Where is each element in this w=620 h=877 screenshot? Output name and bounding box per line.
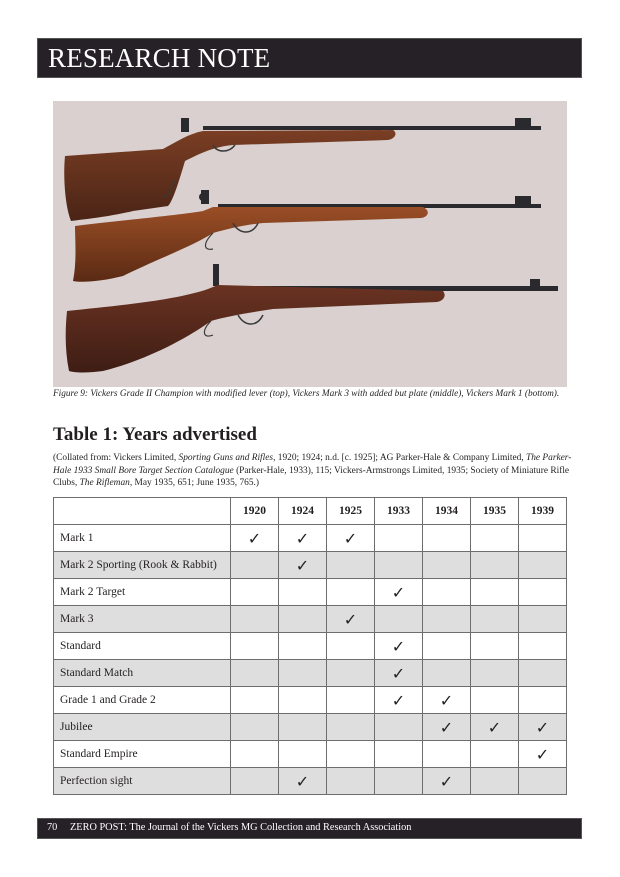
empty-cell: [231, 633, 279, 660]
check-icon: ✓: [279, 525, 327, 552]
empty-cell: [279, 687, 327, 714]
empty-cell: [231, 768, 279, 795]
empty-cell: [471, 606, 519, 633]
empty-cell: [471, 633, 519, 660]
row-label: Mark 2 Sporting (Rook & Rabbit): [54, 552, 231, 579]
empty-cell: [327, 660, 375, 687]
check-icon: ✓: [423, 687, 471, 714]
empty-cell: [423, 741, 471, 768]
empty-cell: [279, 714, 327, 741]
figure-caption: Figure 9: Vickers Grade II Champion with modified lever (top), Vickers Mark 3 with added but plate (middle), Vickers Mark 1 (bottom).: [53, 389, 560, 399]
empty-cell: [231, 687, 279, 714]
empty-cell: [423, 525, 471, 552]
row-label: Jubilee: [54, 714, 231, 741]
empty-cell: [279, 579, 327, 606]
empty-cell: [423, 606, 471, 633]
empty-cell: [519, 660, 567, 687]
check-icon: ✓: [375, 633, 423, 660]
check-icon: ✓: [327, 606, 375, 633]
empty-cell: [519, 552, 567, 579]
row-label: Mark 1: [54, 525, 231, 552]
empty-cell: [231, 714, 279, 741]
empty-cell: [375, 525, 423, 552]
empty-cell: [327, 768, 375, 795]
check-icon: ✓: [375, 660, 423, 687]
table-row: [54, 606, 567, 633]
empty-cell: [471, 552, 519, 579]
note-title-segment: Sporting Guns and Rifles: [178, 453, 274, 463]
footer-bar: [37, 818, 582, 839]
empty-cell: [327, 687, 375, 714]
empty-cell: [279, 633, 327, 660]
page-number: 70: [47, 822, 58, 833]
check-icon: ✓: [519, 714, 567, 741]
check-icon: ✓: [375, 687, 423, 714]
empty-cell: [519, 525, 567, 552]
check-icon: ✓: [279, 768, 327, 795]
table-row: [54, 579, 567, 606]
empty-cell: [423, 633, 471, 660]
empty-cell: [231, 579, 279, 606]
check-icon: ✓: [231, 525, 279, 552]
check-icon: ✓: [423, 768, 471, 795]
check-icon: ✓: [471, 714, 519, 741]
row-label: Mark 2 Target: [54, 579, 231, 606]
empty-cell: [375, 606, 423, 633]
section-title: RESEARCH NOTE: [48, 43, 271, 73]
empty-cell: [375, 741, 423, 768]
rifles-photo: [53, 101, 567, 387]
row-label: Standard Match: [54, 660, 231, 687]
empty-cell: [279, 606, 327, 633]
empty-cell: [519, 768, 567, 795]
empty-cell: [423, 552, 471, 579]
empty-cell: [231, 606, 279, 633]
column-header-1925: 1925: [327, 498, 375, 525]
empty-cell: [423, 579, 471, 606]
check-icon: ✓: [375, 579, 423, 606]
row-label: Mark 3: [54, 606, 231, 633]
column-header-1924: 1924: [279, 498, 327, 525]
check-icon: ✓: [519, 741, 567, 768]
table-header-row: [54, 498, 567, 525]
empty-cell: [375, 768, 423, 795]
table-row: [54, 687, 567, 714]
row-label: Standard Empire: [54, 741, 231, 768]
note-title-segment: The Parker-Hale 1933 Small Bore Target Section Catalogue: [53, 453, 572, 476]
table-source-note: [53, 452, 573, 490]
empty-cell: [519, 579, 567, 606]
check-icon: ✓: [279, 552, 327, 579]
row-label: Perfection sight: [54, 768, 231, 795]
table-row: [54, 741, 567, 768]
journal-title: ZERO POST: The Journal of the Vickers MG Collection and Research Association: [70, 822, 412, 833]
empty-cell: [231, 741, 279, 768]
note-text-segment: , May 1935, 651; June 1935, 765.): [129, 478, 260, 489]
empty-cell: [279, 741, 327, 768]
table-row: [54, 525, 567, 552]
years-advertised-table: [53, 497, 567, 795]
empty-cell: [231, 660, 279, 687]
empty-cell: [471, 525, 519, 552]
empty-cell: [519, 606, 567, 633]
empty-cell: [327, 633, 375, 660]
empty-cell: [471, 741, 519, 768]
empty-cell: [375, 714, 423, 741]
note-text-segment: (Collated from: Vickers Limited,: [53, 453, 179, 463]
empty-cell: [375, 552, 423, 579]
empty-cell: [519, 633, 567, 660]
row-label: Standard: [54, 633, 231, 660]
note-title-segment: The Rifleman: [79, 478, 130, 489]
note-text-segment: (Parker-Hale, 1933), 115; Vickers-Armstrongs Limited, 1935; Society of Miniature Rifle Clubs,: [53, 465, 570, 489]
empty-cell: [471, 660, 519, 687]
note-text-segment: , 1920; 1924; n.d. [c. 1925]; AG Parker-Hale & Company Limited,: [273, 453, 526, 463]
empty-cell: [471, 768, 519, 795]
empty-cell: [327, 741, 375, 768]
column-header-1934: 1934: [423, 498, 471, 525]
header-bar: [37, 38, 582, 78]
header-empty-cell: [54, 498, 231, 525]
check-icon: ✓: [423, 714, 471, 741]
empty-cell: [423, 660, 471, 687]
table-title: Table 1: Years advertised: [53, 424, 257, 445]
table-row: [54, 714, 567, 741]
column-header-1935: 1935: [471, 498, 519, 525]
empty-cell: [231, 552, 279, 579]
empty-cell: [279, 660, 327, 687]
check-icon: ✓: [327, 525, 375, 552]
empty-cell: [471, 687, 519, 714]
column-header-1939: 1939: [519, 498, 567, 525]
table-row: [54, 633, 567, 660]
row-label: Grade 1 and Grade 2: [54, 687, 231, 714]
column-header-1933: 1933: [375, 498, 423, 525]
empty-cell: [327, 552, 375, 579]
table-row: [54, 768, 567, 795]
empty-cell: [471, 579, 519, 606]
column-header-1920: 1920: [231, 498, 279, 525]
empty-cell: [327, 579, 375, 606]
rifles-illustration: [53, 101, 567, 387]
table-row: [54, 660, 567, 687]
empty-cell: [327, 714, 375, 741]
empty-cell: [519, 687, 567, 714]
rifle-bottom: [66, 264, 558, 373]
table-row: [54, 552, 567, 579]
